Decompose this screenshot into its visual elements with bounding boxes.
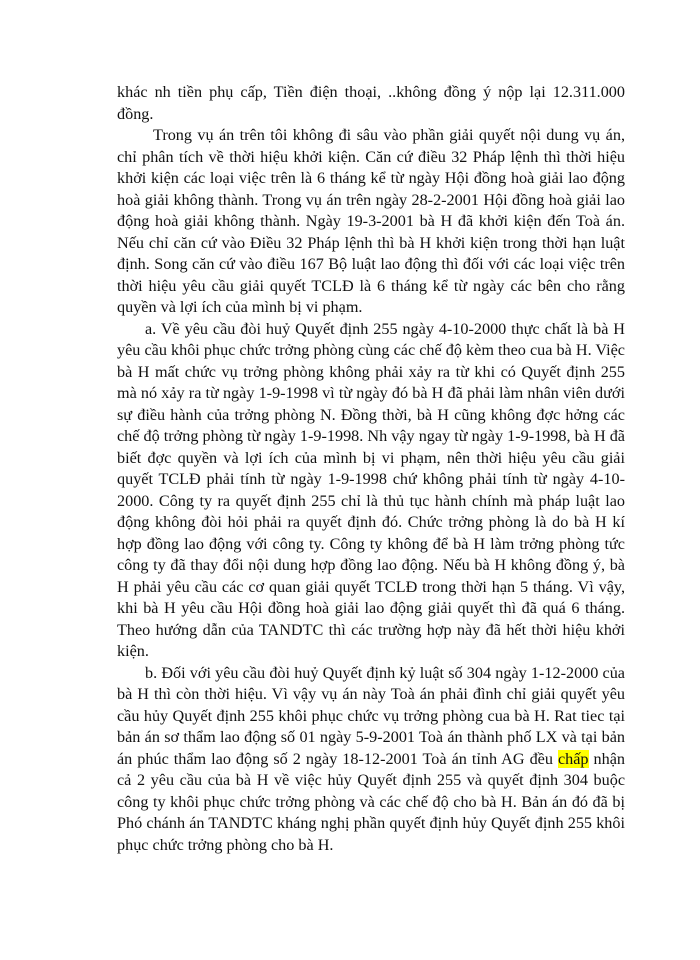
highlighted-word: chấp <box>557 749 589 768</box>
document-body <box>117 82 625 856</box>
paragraph-point-b-text-before: b. Đối với yêu cầu đòi huỷ Quyết định kỷ luật số 304 ngày 1-12-2000 của bà H thì còn thời hiệu. Vì vậy vụ án này Toà án phải đình chỉ giải quyết yêu cầu hủy Quyết định 255 khôi phục chức vụ trởng phòng cua bà H. Rat tiec tại bản án sơ thẩm lao động số 01 ngày 5-9-2001 Toà án thành phố LX và tại bản án phúc thẩm lao động số 2 ngày 18-12-2001 Toà án tỉnh AG đều <box>117 663 625 768</box>
paragraph-point-a: a. Về yêu cầu đòi huỷ Quyết định 255 ngày 4-10-2000 thực chất là bà H yêu cầu khôi phục chức trởng phòng cùng các chế độ kèm theo cua bà H. Việc bà H mất chức vụ trởng phòng không phải xảy ra từ khi có Quyết định 255 mà nó xảy ra từ ngày 1-9-1998 vì từ ngày đó bà H đã phải làm nhân viên dưới sự điều hành của trởng phòng N. Đồng thời, bà H cũng không đợc hởng các chế độ trởng phòng từ ngày 1-9-1998. Nh vậy ngay từ ngày 1-9-1998, bà H đã biết đợc quyền và lợi ích của mình bị vi phạm, nên thời hiệu yêu cầu giải quyết TCLĐ phải tính từ ngày 1-9-1998 chứ không phải tính từ ngày 4-10-2000. Công ty ra quyết định 255 chỉ là thủ tục hành chính mà pháp luật lao động không đòi hỏi phải ra quyết định đó. Chức trởng phòng là do bà H kí hợp đồng lao động với công ty. Công ty không để bà H làm trởng phòng tức công ty đã thay đổi nội dung hợp đồng lao động. Nếu bà H không đồng ý, bà H phải yêu cầu các cơ quan giải quyết TCLĐ trong thời hạn 5 tháng. Vì vậy, khi bà H yêu cầu Hội đồng hoà giải lao động giải quyết thì đã quá 6 tháng. Theo hướng dẫn của TANDTC thì các trường hợp này đã hết thời hiệu khởi kiện. <box>117 319 625 660</box>
paragraph-point-b-text-after: nhận cả 2 yêu cầu của bà H về việc hủy Quyết định 255 và quyết định 304 buộc công ty khôi phục chức trởng phòng và các chế độ cho bà H. Bản án đó đã bị Phó chánh án TANDTC kháng nghị phần quyết định hủy Quyết định 255 khôi phục chức trởng phòng cho bà H. <box>117 749 626 854</box>
paragraph-statute-of-limitations: Trong vụ án trên tôi không đi sâu vào phần giải quyết nội dung vụ án, chỉ phân tích về thời hiệu khởi kiện. Căn cứ điều 32 Pháp lệnh thì thời hiệu khởi kiện các loại việc trên là 6 tháng kể từ ngày Hội đồng hoà giải lao động hoà giải không thành. Trong vụ án trên ngày 28-2-2001 Hội đồng hoà giải lao động hoà giải không thành. Ngày 19-3-2001 bà H đã khởi kiện đến Toà án. Nếu chỉ căn cứ vào Điều 32 Pháp lệnh thì bà H khởi kiện trong thời hạn luật định. Song căn cứ vào điều 167 Bộ luật lao động thì đối với các loại việc trên thời hiệu yêu cầu giải quyết TCLĐ là 6 tháng kể từ ngày các bên cho rằng quyền và lợi ích của mình bị vi phạm. <box>117 126 625 316</box>
paragraph-continuation: khác nh tiền phụ cấp, Tiền điện thoại, ..không đồng ý nộp lại 12.311.000 đồng. <box>117 83 625 123</box>
paragraph-point-b <box>117 663 625 857</box>
